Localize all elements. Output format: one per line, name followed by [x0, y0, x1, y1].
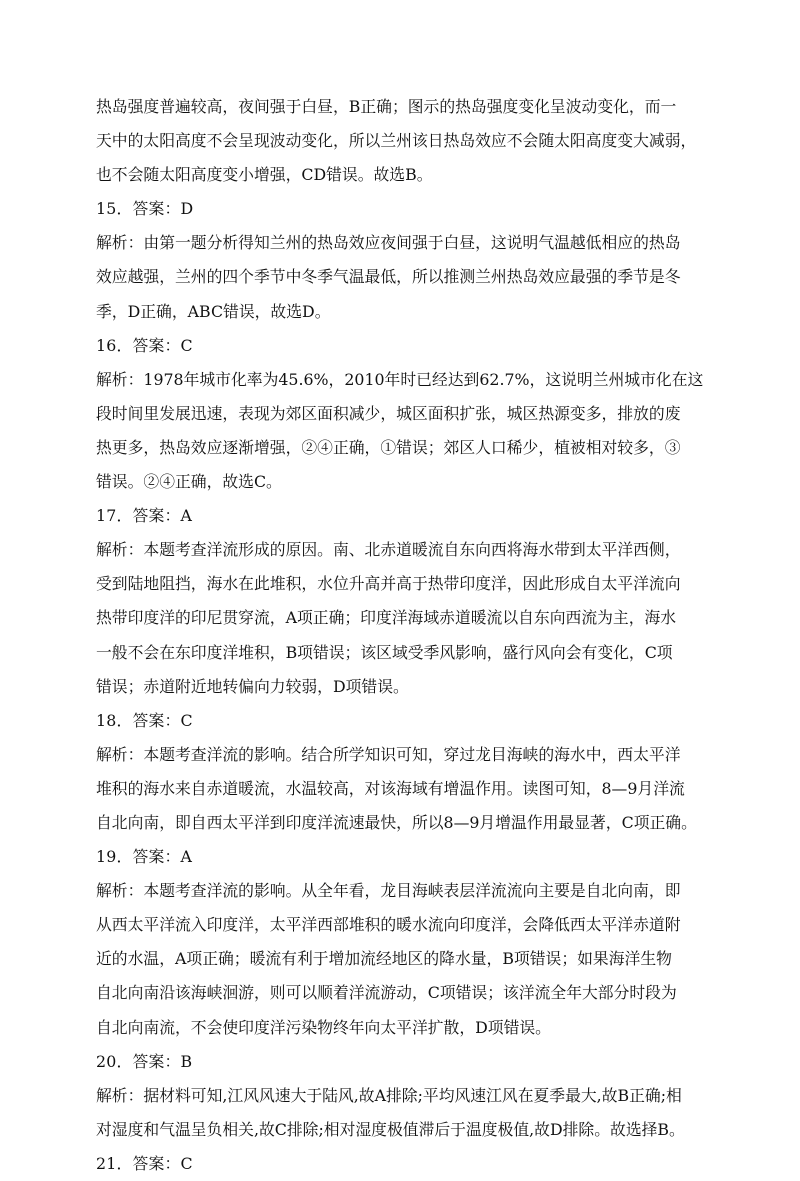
text-line: 热更多，热岛效应逐渐增强，②④正确，①错误；郊区人口稀少，植被相对较多，③	[96, 437, 681, 457]
answer-heading: 21．答案：C	[96, 1153, 193, 1173]
text-line: 堆积的海水来自赤道暖流，水温较高，对该海域有增温作用。读图可知，8—9月洋流	[96, 778, 685, 798]
text-line: 对湿度和气温呈负相关,故C排除;相对湿度极值滞后于温度极值,故D排除。故选择B。	[96, 1119, 685, 1139]
text-line: 解析：据材料可知,江风风速大于陆风,故A排除;平均风速江风在夏季最大,故B正确;相	[96, 1085, 682, 1105]
text-line: 段时间里发展迅速，表现为郊区面积减少，城区面积扩张，城区热源变多，排放的废	[96, 403, 681, 423]
text-line: 错误。②④正确，故选C。	[96, 472, 282, 492]
answer-explanations	[96, 90, 711, 1181]
answer-heading: 16．答案：C	[96, 335, 193, 355]
text-line: 错误；赤道附近地转偏向力较弱，D项错误。	[96, 676, 409, 696]
answer-heading: 20．答案：B	[96, 1051, 193, 1071]
text-line: 解析：本题考查洋流的影响。结合所学知识可知，穿过龙目海峡的海水中，西太平洋	[96, 744, 681, 764]
text-line: 热岛强度普遍较高，夜间强于白昼，B正确；图示的热岛强度变化呈波动变化，而一	[96, 97, 677, 116]
text-line: 自北向南，即自西太平洋到印度洋流速最快，所以8—9月增温作用最显著，C项正确。	[96, 812, 697, 832]
text-line: 近的水温，A项正确；暖流有利于增加流经地区的降水量，B项错误；如果海洋生物	[96, 949, 672, 969]
text-line: 从西太平洋流入印度洋，太平洋西部堆积的暖水流向印度洋，会降低西太平洋赤道附	[96, 915, 681, 935]
answer-heading: 19．答案：A	[96, 847, 193, 867]
text-line: 也不会随太阳高度变小增强，CD错误。故选B。	[96, 165, 433, 185]
text-line: 热带印度洋的印尼贯穿流，A项正确；印度洋海域赤道暖流以自东向西流为主，海水	[96, 608, 677, 628]
text-line: 效应越强，兰州的四个季节中冬季气温最低，所以推测兰州热岛效应最强的季节是冬	[96, 267, 681, 287]
text-line: 一般不会在东印度洋堆积，B项错误；该区域受季风影响，盛行风向会有变化，C项	[96, 642, 673, 662]
text-line: 解析：1978年城市化率为45.6%，2010年时已经达到62.7%，这说明兰州城市化在这	[96, 369, 704, 389]
answer-heading: 17．答案：A	[96, 506, 193, 526]
text-line: 季，D正确，ABC错误，故选D。	[96, 301, 331, 321]
text-line: 解析：本题考查洋流形成的原因。南、北赤道暖流自东向西将海水带到太平洋西侧，	[96, 540, 681, 560]
answer-heading: 15．答案：D	[96, 199, 194, 219]
answer-heading: 18．答案：C	[96, 710, 193, 730]
text-line: 解析：由第一题分析得知兰州的热岛效应夜间强于白昼，这说明气温越低相应的热岛	[96, 233, 681, 253]
text-line: 自北向南沿该海峡洄游，则可以顺着洋流游动，C项错误；该洋流全年大部分时段为	[96, 983, 677, 1003]
text-line: 解析：本题考查洋流的影响。从全年看，龙目海峡表层洋流流向主要是自北向南，即	[96, 881, 681, 901]
text-line: 自北向南流，不会使印度洋污染物终年向太平洋扩散，D项错误。	[96, 1017, 551, 1037]
text-line: 受到陆地阻挡，海水在此堆积，水位升高并高于热带印度洋，因此形成自太平洋流向	[96, 574, 681, 594]
text-line: 天中的太阳高度不会呈现波动变化，所以兰州该日热岛效应不会随太阳高度变大减弱，	[96, 131, 697, 151]
